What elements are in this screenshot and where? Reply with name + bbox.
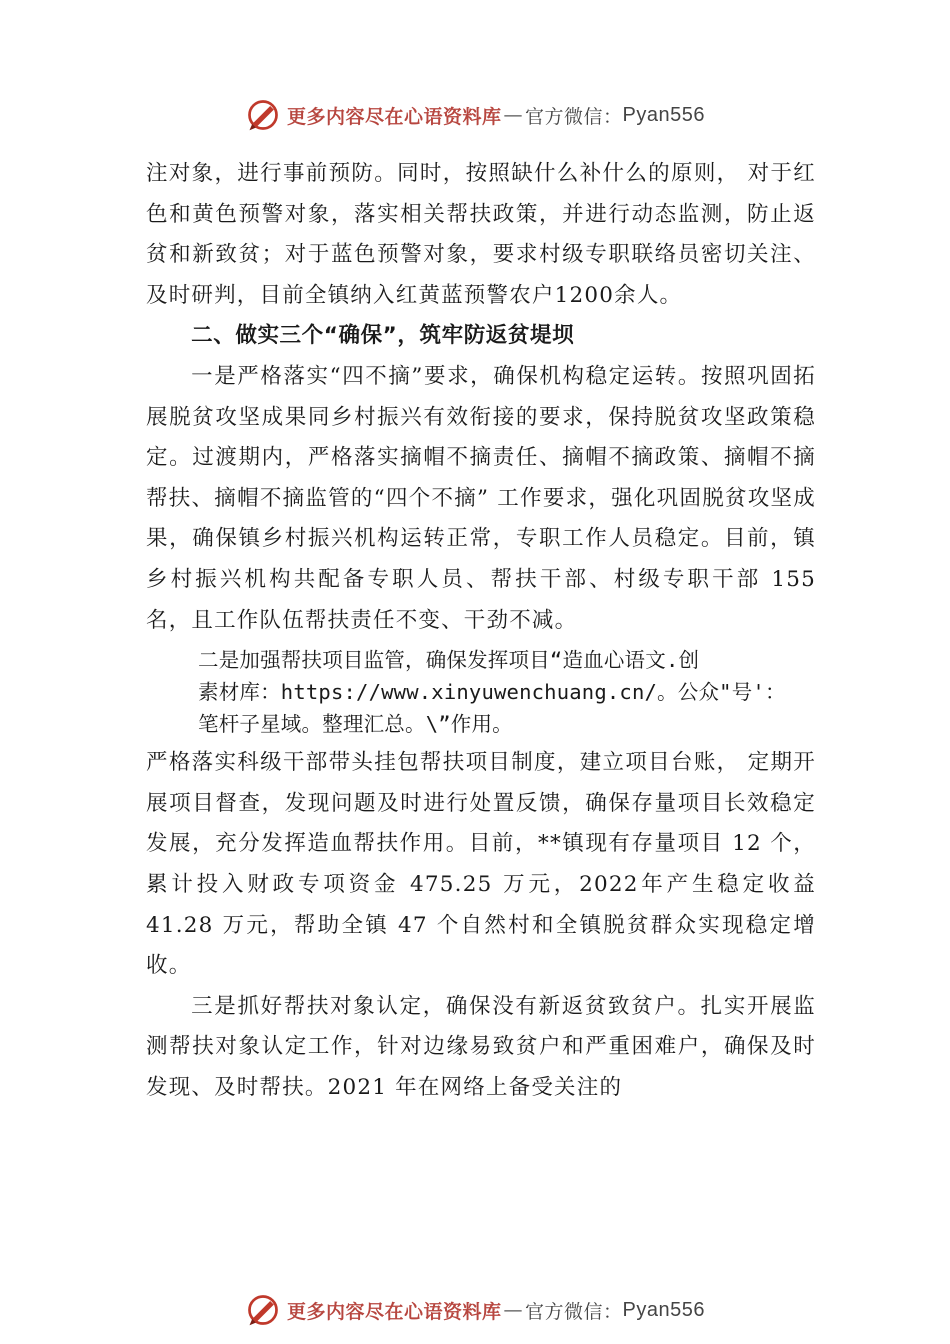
paragraph-2: 一是严格落实“四不摘”要求，确保机构稳定运转。按照巩固拓展脱贫攻坚成果同乡村振兴有效衔接的要求，保持脱贫攻坚政策稳定。过渡期内，严格落实摘帽不摘责任、摘帽不摘政策、摘帽不摘帮扶、摘帽不摘监管的“四个不摘” 工作要求，强化巩固脱贫攻坚成果，确保镇乡村振兴机构运转正常，专职工作人员稳定。目前，镇乡村振兴机构共配备专职人员、帮扶干部、村级专职干部 155 名，且工作队伍帮扶责任不变、干劲不减。 (146, 363, 816, 633)
paragraph-3-line-1: 二是加强帮扶项目监管，确保发挥项目“造血心语文.创 (198, 648, 700, 673)
paragraph-3-line-3: 笔杆子星域。整理汇总。\”作用。 (198, 712, 513, 737)
banner-dash: — (503, 1299, 524, 1321)
document-body (146, 154, 816, 1108)
paragraph-3-watermark-block (146, 644, 816, 740)
banner-title: 更多内容尽在心语资料库 (287, 105, 502, 128)
header-banner (0, 93, 950, 137)
section-heading: 二、做实三个“确保”，筑牢防返贫堤坝 (191, 323, 575, 349)
banner-wechat-id: Pyan556 (622, 103, 705, 126)
paragraph-3-line-2: 素材库：https://www.xinyuwenchuang.cn/。公众"号'： (198, 680, 786, 705)
pen-logo-icon (245, 1292, 281, 1328)
paragraph-1: 注对象，进行事前预防。同时，按照缺什么补什么的原则， 对于红色和黄色预警对象，落实相关帮扶政策，并进行动态监测，防止返贫和新致贫；对于蓝色预警对象，要求村级专职联络员密切关注、及时研判，目前全镇纳入红黄蓝预警农户1200余人。 (146, 161, 816, 308)
banner-title: 更多内容尽在心语资料库 (287, 1300, 502, 1323)
banner-channel: 官方微信： (525, 105, 623, 128)
pen-logo-icon (245, 97, 281, 133)
footer-banner (0, 1288, 950, 1332)
banner-channel: 官方微信： (525, 1300, 623, 1323)
paragraph-5: 三是抓好帮扶对象认定，确保没有新返贫致贫户。扎实开展监测帮扶对象认定工作，针对边缘易致贫户和严重困难户，确保及时发现、及时帮扶。2021 年在网络上备受关注的 (146, 993, 816, 1100)
banner-wechat-id: Pyan556 (622, 1298, 705, 1321)
banner-dash: — (503, 104, 524, 126)
paragraph-4: 严格落实科级干部带头挂包帮扶项目制度，建立项目台账， 定期开展项目督查，发现问题及时进行处置反馈，确保存量项目长效稳定发展，充分发挥造血帮扶作用。目前，**镇现有存量项目 12 个，累计投入财政专项资金 475.25 万元，2022年产生稳定收益 41.28 万元，帮助全镇 47 个自然村和全镇脱贫群众实现稳定增收。 (146, 750, 816, 979)
